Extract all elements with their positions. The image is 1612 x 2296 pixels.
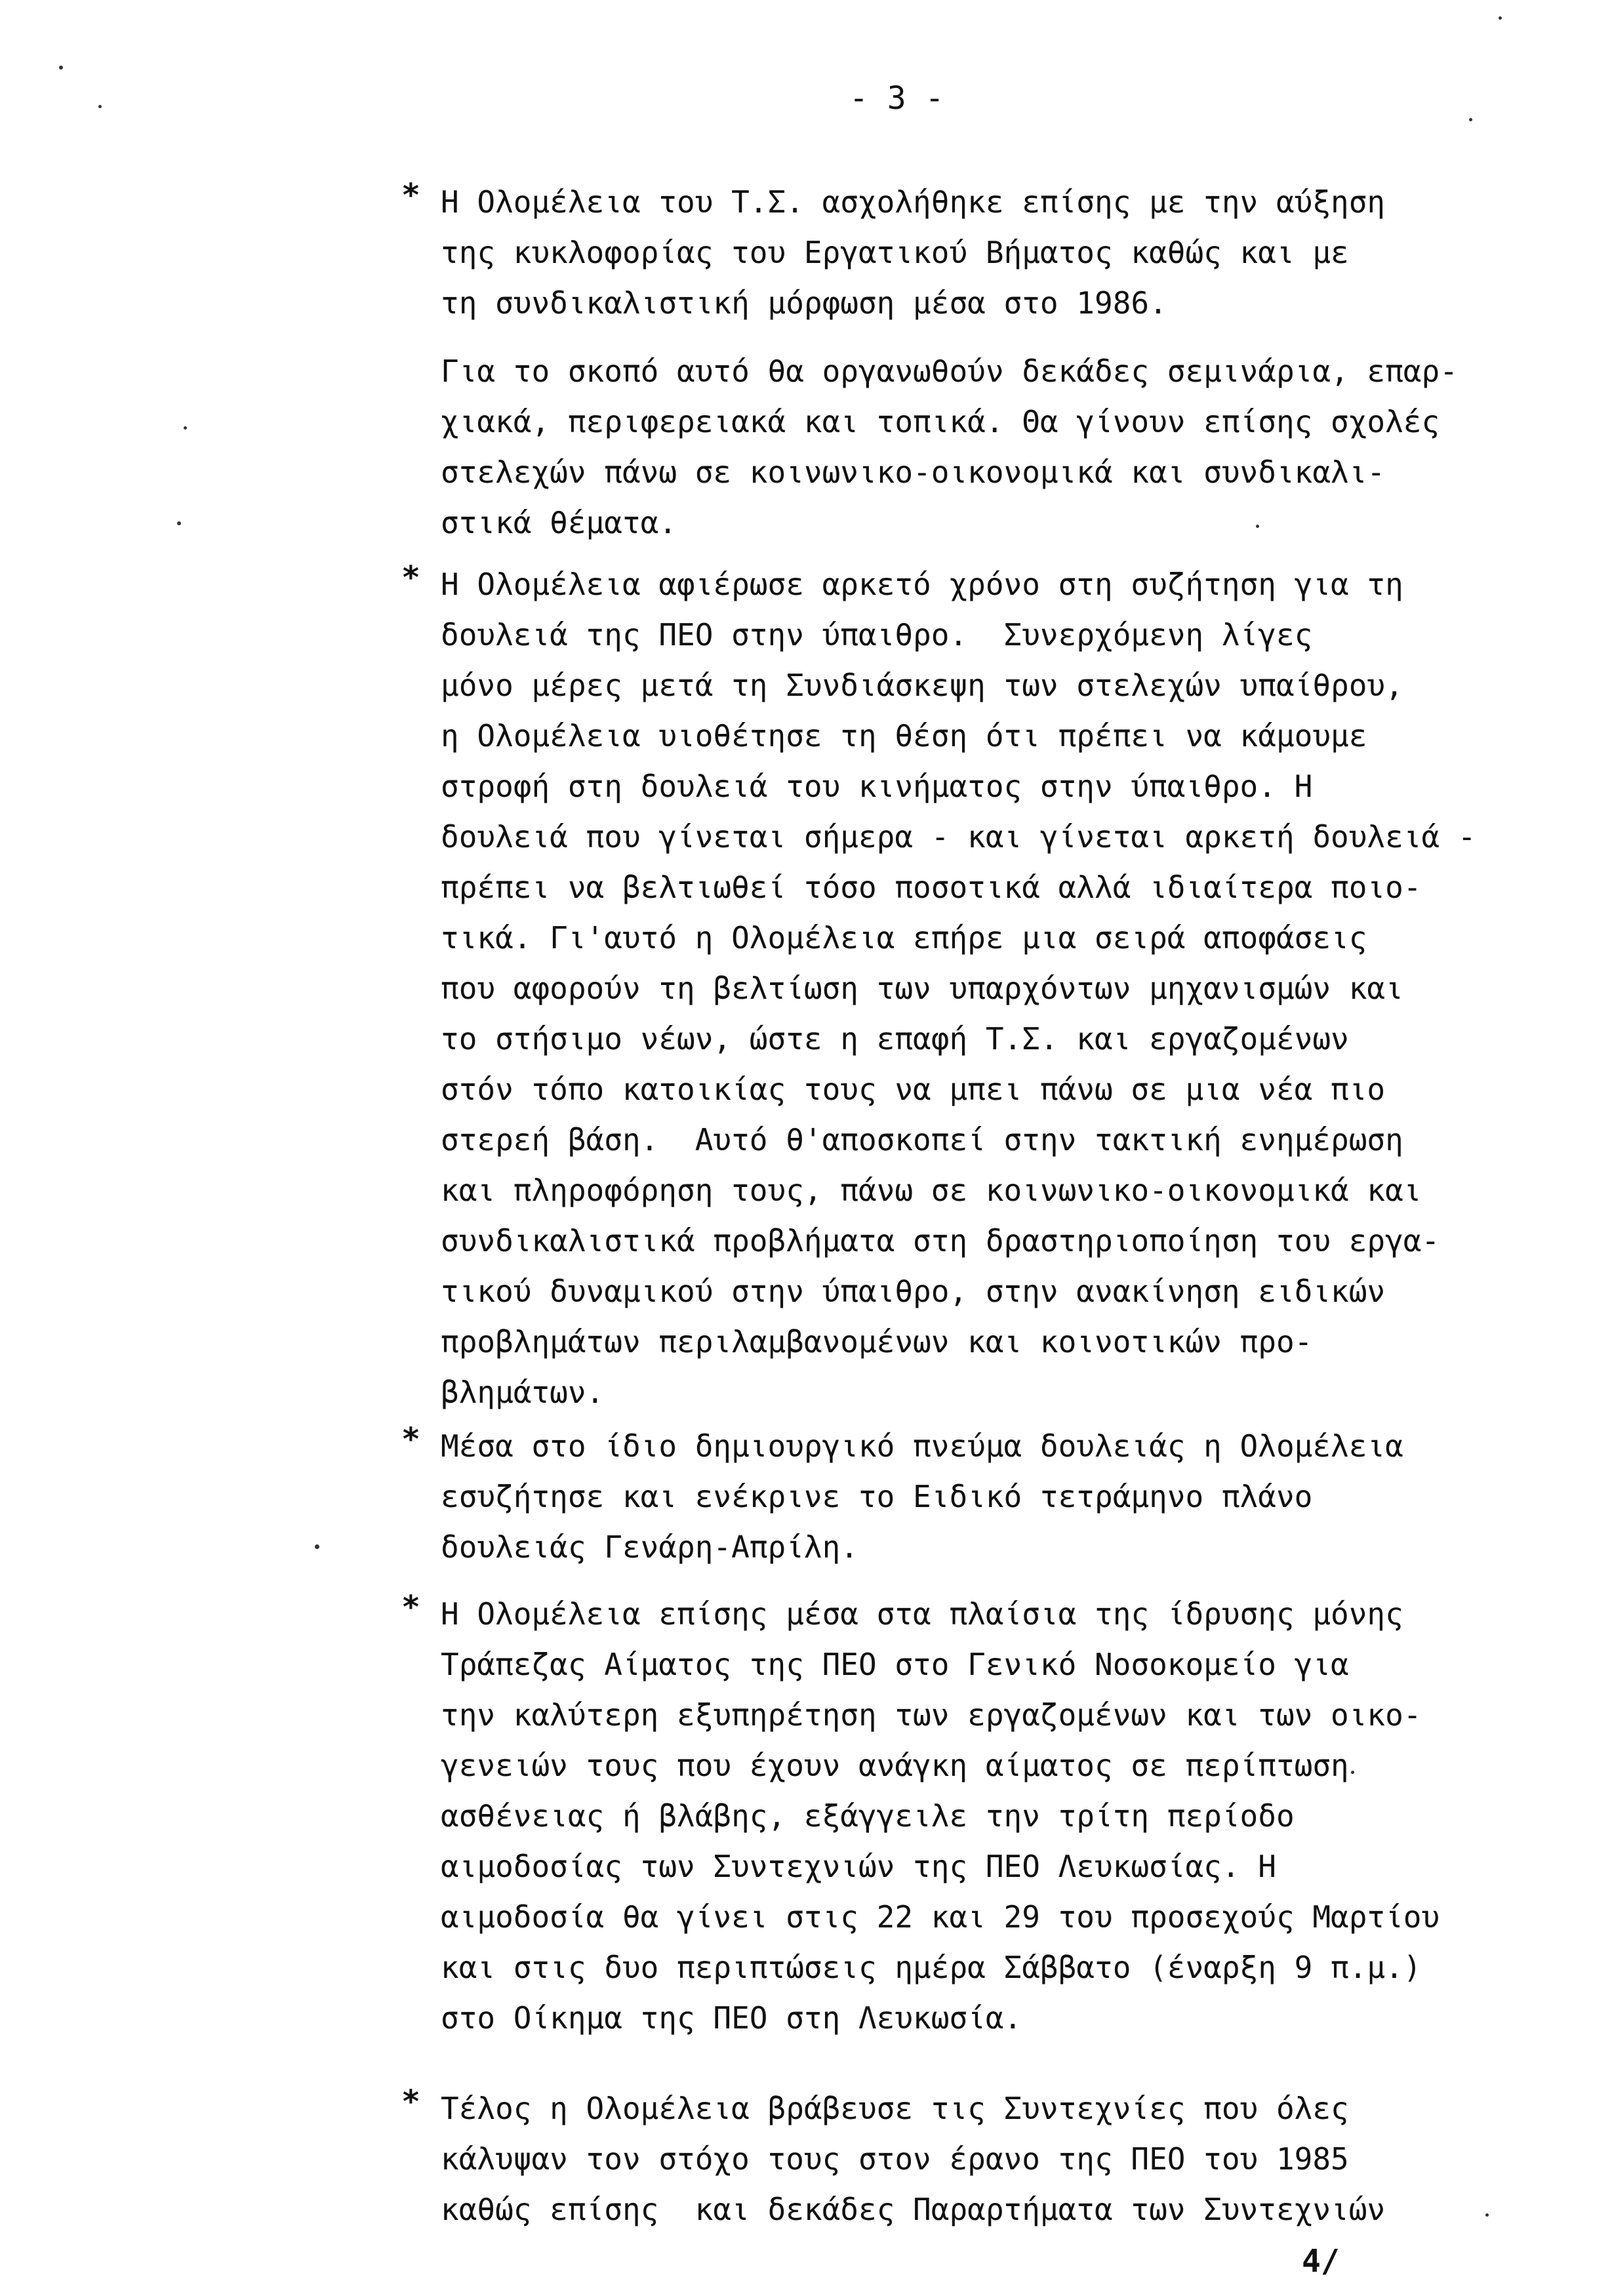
text-line: χιακά, περιφερειακά και τοπικά. Θα γίνουν επίσης σχολές <box>441 404 1440 439</box>
text-line: προβλημάτων περιλαμβανομένων και κοινοτικών προ- <box>441 1324 1313 1359</box>
text-line: στερεή βάση. Αυτό θ'αποσκοπεί στην τακτική ενημέρωση <box>441 1122 1403 1158</box>
text-line: εσυζήτησε και ενέκρινε το Ειδικό τετράμηνο πλάνο <box>441 1479 1313 1514</box>
text-line: η Ολομέλεια υιοθέτησε τη θέση ότι πρέπει να κάμουμε <box>441 718 1367 754</box>
scan-speck <box>98 105 102 108</box>
text-line: της κυκλοφορίας του Εργατικού Βήματος καθώς και με <box>441 235 1349 270</box>
text-line: στικά θέματα. <box>441 505 677 540</box>
scan-speck <box>1351 1771 1354 1774</box>
text-line: στροφή στη δουλειά του κινήματος στην ύπαιθρο. Η <box>441 769 1313 804</box>
text-line: Η Ολομέλεια επίσης μέσα στα πλαίσια της ίδρυσης μόνης <box>441 1596 1403 1632</box>
paragraph-blood-bank <box>441 1589 1582 2044</box>
text-line: που αφορούν τη βελτίωση των υπαρχόντων μηχανισμών και <box>441 971 1403 1006</box>
text-line: τικά. Γι'αυτό η Ολομέλεια επήρε μια σειρά αποφάσεις <box>441 920 1367 956</box>
paragraph-seminars <box>441 346 1582 548</box>
text-line: στόν τόπο κατοικίας τους να μπει πάνω σε μια νέα πιο <box>441 1072 1386 1107</box>
text-line: τη συνδικαλιστική μόρφωση μέσα στο 1986. <box>441 285 1167 321</box>
scan-speck <box>1469 118 1472 121</box>
text-line: μόνο μέρες μετά τη Συνδιάσκεψη των στελεχών υπαίθρου, <box>441 668 1403 703</box>
text-line: Για το σκοπό αυτό θα οργανωθούν δεκάδες σεμινάρια, επαρ- <box>441 353 1458 389</box>
text-line: και στις δυο περιπτώσεις ημέρα Σάββατο (έναρξη 9 π.μ.) <box>441 1950 1422 1985</box>
text-line: τικού δυναμικού στην ύπαιθρο, στην ανακίνηση ειδικών <box>441 1274 1386 1309</box>
text-line: Η Ολομέλεια του Τ.Σ. ασχολήθηκε επίσης με την αύξηση <box>441 184 1386 220</box>
paragraph-countryside-work <box>441 559 1582 1418</box>
text-line: αιμοδοσία θα γίνει στις 22 και 29 του προσεχούς Μαρτίου <box>441 1899 1440 1935</box>
text-line: ασθένειας ή βλάβης, εξάγγειλε την τρίτη περίοδο <box>441 1798 1295 1834</box>
paragraph-awards <box>441 2084 1582 2235</box>
scan-speck <box>184 426 187 430</box>
paragraph-work-plan <box>441 1421 1582 1573</box>
text-line: στο Οίκημα της ΠΕΟ στη Λευκωσία. <box>441 2000 1022 2036</box>
text-line: γενειών τους που έχουν ανάγκη αίματος σε περίπτωση <box>441 1748 1349 1783</box>
bullet-marker: * <box>401 559 420 596</box>
text-line: Τέλος η Ολομέλεια βράβευσε τις Συντεχνίες που όλες <box>441 2091 1349 2126</box>
text-line: δουλειάς Γενάρη-Απρίλη. <box>441 1529 858 1565</box>
text-line: και πληροφόρηση τους, πάνω σε κοινωνικο-οικονομικά και <box>441 1173 1422 1208</box>
text-line: συνδικαλιστικά προβλήματα στη δραστηριοποίηση του εργα- <box>441 1223 1440 1259</box>
text-line: αιμοδοσίας των Συντεχνιών της ΠΕΟ Λευκωσίας. Η <box>441 1849 1276 1884</box>
text-line: Τράπεζας Αίματος της ΠΕΟ στο Γενικό Νοσοκομείο για <box>441 1647 1349 1682</box>
page-number: - 3 - <box>849 80 944 117</box>
scan-speck <box>1256 525 1259 528</box>
scan-speck <box>1485 2213 1489 2217</box>
text-line: καθώς επίσης και δεκάδες Παραρτήματα των Συντεχνιών <box>441 2192 1386 2227</box>
text-line: Μέσα στο ίδιο δημιουργικό πνεύμα δουλειάς η Ολομέλεια <box>441 1428 1403 1464</box>
scan-speck <box>59 66 63 70</box>
text-line: πρέπει να βελτιωθεί τόσο ποσοτικά αλλά ιδιαίτερα ποιο- <box>441 870 1422 905</box>
scan-speck <box>1499 16 1502 20</box>
scan-speck <box>315 1544 319 1549</box>
bullet-marker: * <box>401 2084 420 2120</box>
text-line: στελεχών πάνω σε κοινωνικο-οικονομικά και συνδικαλι- <box>441 454 1386 490</box>
bullet-marker: * <box>401 177 420 214</box>
text-line: βλημάτων. <box>441 1375 605 1410</box>
scan-speck <box>177 521 181 525</box>
bullet-marker: * <box>401 1421 420 1458</box>
text-line: δουλειά της ΠΕΟ στην ύπαιθρο. Συνερχόμενη λίγες <box>441 617 1313 653</box>
paragraph-circulation-education <box>441 177 1582 329</box>
text-line: δουλειά που γίνεται σήμερα - και γίνεται αρκετή δουλειά - <box>441 819 1476 855</box>
text-line: Η Ολομέλεια αφιέρωσε αρκετό χρόνο στη συζήτηση για τη <box>441 567 1403 602</box>
text-line: το στήσιμο νέων, ώστε η επαφή Τ.Σ. και εργαζομένων <box>441 1021 1349 1057</box>
bullet-marker: * <box>401 1589 420 1626</box>
text-line: την καλύτερη εξυπηρέτηση των εργαζομένων και των οικο- <box>441 1697 1422 1733</box>
text-line: κάλυψαν τον στόχο τους στον έρανο της ΠΕΟ του 1985 <box>441 2141 1349 2177</box>
continuation-marker: 4/ <box>1302 2243 1340 2280</box>
